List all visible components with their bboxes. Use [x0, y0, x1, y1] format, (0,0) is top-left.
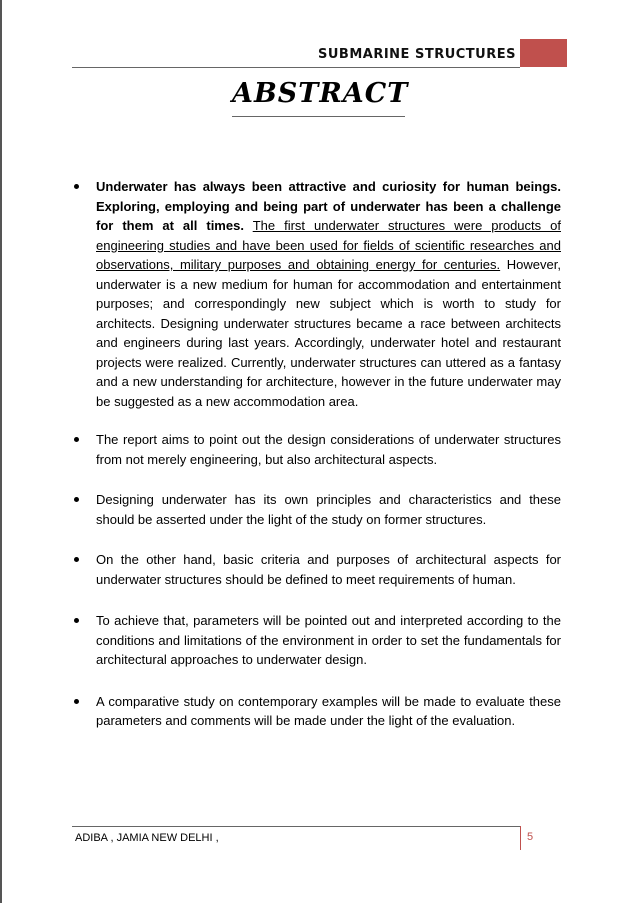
list-item — [72, 177, 561, 411]
list-item — [72, 611, 561, 670]
bullet-icon — [74, 184, 79, 189]
bullet-icon — [74, 437, 79, 442]
title-underline — [232, 116, 405, 117]
header-accent-box — [520, 39, 567, 67]
bullet-text: To achieve that, parameters will be pointed out and interpreted according to the conditions and limitations of the environment in order to set the fundamentals for architectural approaches to underwater design. — [96, 613, 561, 667]
bullet-text: Designing underwater has its own principles and characteristics and these should be asserted under the light of the study on former structures. — [96, 492, 561, 527]
bullet-bold-text: Underwater has always been attractive and curiosity for human beings. Exploring, employing and being part of underwater has been a challenge for them at all times. — [96, 179, 561, 233]
page-title: ABSTRACT — [232, 78, 409, 109]
bullet-icon — [74, 497, 79, 502]
page-edge — [0, 0, 2, 903]
header-rule — [72, 67, 520, 68]
list-item — [72, 490, 561, 529]
bullet-text: On the other hand, basic criteria and purposes of architectural aspects for underwater structures should be defined to meet requirements of human. — [96, 552, 561, 587]
list-item — [72, 430, 561, 469]
footer-author: ADIBA , JAMIA NEW DELHI , — [75, 832, 219, 844]
bullet-text: The report aims to point out the design considerations of underwater structures from not merely engineering, but also architectural aspects. — [96, 432, 561, 467]
list-item — [72, 692, 561, 731]
abstract-body — [72, 177, 561, 731]
bullet-text: A comparative study on contemporary examples will be made to evaluate these parameters and comments will be made under the light of the evaluation. — [96, 693, 561, 728]
list-item — [72, 550, 561, 589]
footer-rule — [72, 826, 520, 827]
bullet-icon — [74, 618, 79, 623]
bullet-text: However, underwater is a new medium for human for accommodation and entertainment purposes; and correspondingly new subject which is worth to study for architects. Designing underwater structures became a race between architects and engineers during last years. Accordingly, underwater hotel and restaurant projects were realized. Currently, underwater structures can uttered as a fantasy and a new understanding for architecture, however in the future underwater may be suggested as a new accommodation area. — [96, 257, 561, 409]
bullet-underlined-text: The first underwater structures were products of engineering studies and have been used for fields of scientific researches and observations, military purposes and obtaining energy for centuries. — [96, 218, 561, 272]
page-number: 5 — [527, 831, 534, 843]
bullet-icon — [74, 699, 79, 704]
bullet-icon — [74, 557, 79, 562]
running-header-title: SUBMARINE STRUCTURES — [318, 47, 516, 62]
